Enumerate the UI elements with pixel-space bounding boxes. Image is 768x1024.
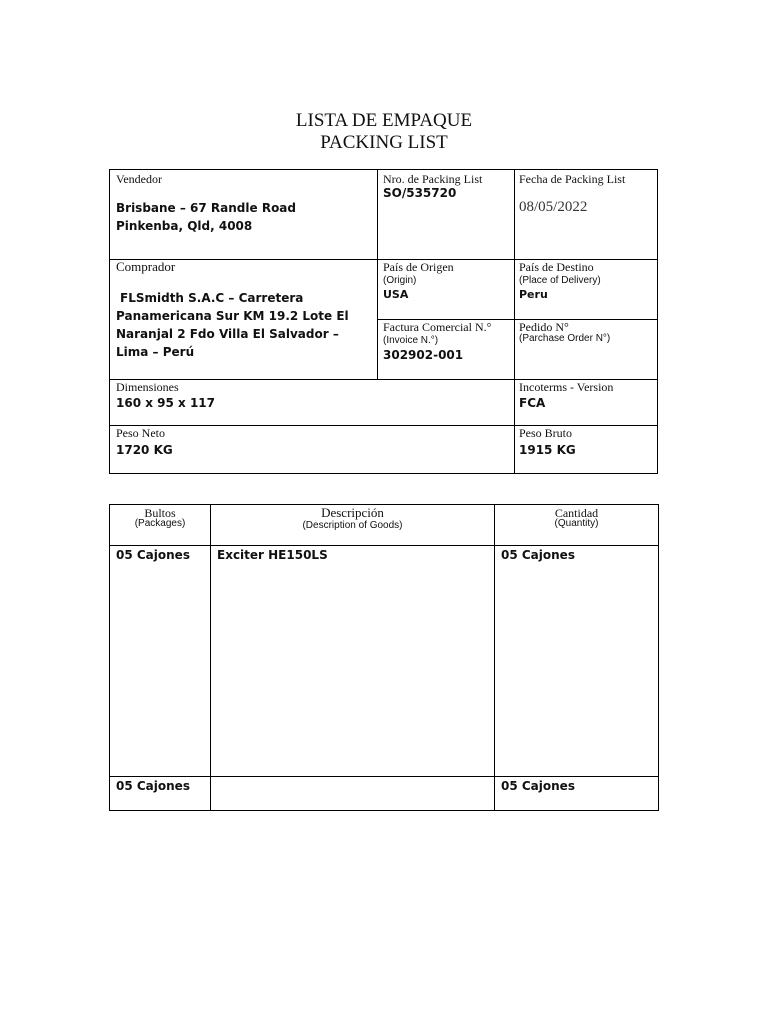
factura-sub: (Invoice N.°) — [383, 335, 439, 346]
peso-neto-label: Peso Neto — [116, 426, 165, 440]
packing-list-no-label: Nro. de Packing List — [383, 172, 483, 186]
header-description-sub: (Description of Goods) — [302, 520, 403, 531]
header-quantity-label: Cantidad — [554, 506, 599, 520]
header-packages-sub: (Packages) — [134, 518, 186, 529]
destino-label: País de Destino — [519, 260, 594, 274]
dimensiones-label: Dimensiones — [116, 380, 179, 394]
document-title-es: LISTA DE EMPAQUE — [295, 110, 473, 131]
packing-list-no-value: SO/535720 — [383, 186, 457, 200]
header-description-label: Descripción — [321, 505, 384, 520]
info-table — [109, 169, 658, 474]
row-description: Exciter HE150LS — [217, 548, 328, 562]
origen-label: País de Origen — [383, 260, 454, 274]
info-divider — [514, 170, 515, 473]
vendedor-label: Vendedor — [116, 172, 162, 186]
goods-divider — [494, 505, 495, 810]
factura-label: Factura Comercial N.° — [383, 320, 492, 334]
destino-value: Peru — [519, 288, 548, 301]
pedido-label: Pedido N° — [519, 320, 569, 334]
dimensiones-value: 160 x 95 x 117 — [116, 396, 215, 410]
header-packages-label: Bultos — [144, 506, 176, 520]
info-divider — [110, 425, 657, 426]
destino-sub: (Place of Delivery) — [519, 275, 601, 286]
goods-divider — [110, 776, 658, 777]
packing-list-date-value: 08/05/2022 — [519, 199, 588, 215]
total-packages: 05 Cajones — [116, 779, 190, 793]
goods-divider — [210, 505, 211, 810]
row-packages: 05 Cajones — [116, 548, 190, 562]
origen-value: USA — [383, 288, 409, 301]
packing-list-date-label: Fecha de Packing List — [519, 172, 626, 186]
info-divider — [377, 170, 378, 379]
incoterms-value: FCA — [519, 396, 546, 410]
peso-bruto-label: Peso Bruto — [519, 426, 573, 440]
vendedor-value: Brisbane – 67 Randle Road Pinkenba, Qld, 4008 — [116, 201, 296, 233]
factura-value: 302902-001 — [383, 348, 464, 362]
document-title-en: PACKING LIST — [320, 132, 448, 153]
comprador-label: Comprador — [116, 259, 176, 274]
incoterms-label: Incoterms - Version — [519, 380, 614, 394]
goods-divider — [110, 545, 658, 546]
total-quantity: 05 Cajones — [501, 779, 575, 793]
peso-bruto-value: 1915 KG — [519, 443, 576, 457]
row-quantity: 05 Cajones — [501, 548, 575, 562]
comprador-value: FLSmidth S.A.C – Carretera Panamericana Sur KM 19.2 Lote El Naranjal 2 Fdo Villa El Salvador – Lima – Perú — [116, 291, 349, 359]
header-quantity-sub: (Quantity) — [554, 518, 599, 529]
origen-sub: (Origin) — [383, 275, 417, 286]
pedido-sub: (Parchase Order N°) — [519, 333, 611, 344]
goods-table — [109, 504, 659, 811]
peso-neto-value: 1720 KG — [116, 443, 173, 457]
